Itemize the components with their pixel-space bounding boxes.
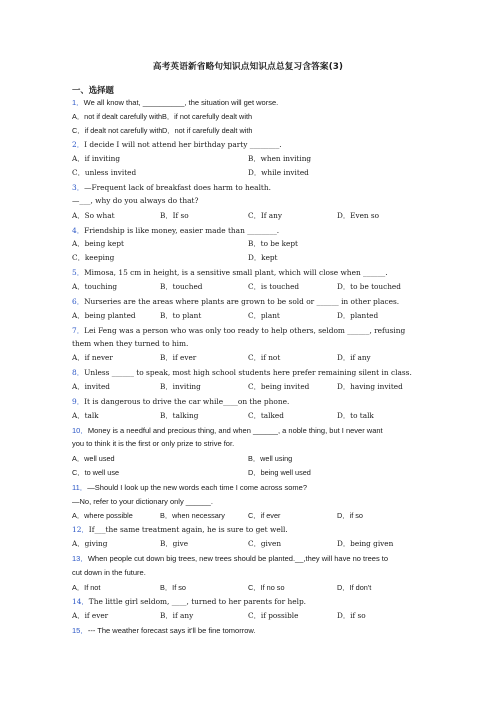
option-b[interactable]: B．when inviting xyxy=(248,154,312,163)
option-c[interactable]: C．is touched xyxy=(248,282,300,291)
question-number: 9． xyxy=(72,397,85,406)
question-number: 15． xyxy=(72,626,88,635)
question-11 xyxy=(72,483,307,492)
option-b[interactable]: B．to plant xyxy=(160,311,202,320)
page-title: 高考英语新省略句知识点知识点总复习含答案(3) xyxy=(152,62,344,72)
question-number: 1． xyxy=(72,98,84,107)
question-number: 14． xyxy=(72,597,89,606)
option-c[interactable]: C．If no so xyxy=(248,583,285,592)
option-b[interactable]: B．if ever xyxy=(160,353,197,362)
question-number: 13． xyxy=(72,554,88,563)
question-text: If___the same treatment again, he is sure to get well. xyxy=(88,525,288,534)
question-2 xyxy=(72,140,282,149)
question-number: 7． xyxy=(72,326,85,335)
option-d[interactable]: D．If don't xyxy=(337,583,372,592)
option-b[interactable]: B．well using xyxy=(248,454,293,463)
question-text: Nurseries are the areas where plants are grown to be sold or ______ in other places. xyxy=(84,297,400,306)
option-d[interactable]: D．not if carefully dealt with xyxy=(162,126,253,135)
option-d[interactable]: D．being well used xyxy=(248,468,311,477)
question-13 xyxy=(72,554,388,563)
question-text: —Should I look up the new words each time I come across some? xyxy=(87,483,307,492)
question-text: The little girl seldom, ____, turned to her parents for help. xyxy=(88,597,307,606)
option-d[interactable]: D．to be touched xyxy=(337,282,401,291)
question-15 xyxy=(72,626,255,635)
option-a[interactable]: A．being kept xyxy=(72,239,124,248)
option-b[interactable]: B．touched xyxy=(160,282,203,291)
section-heading: 一、选择题 xyxy=(72,85,114,95)
option-d[interactable]: D．to talk xyxy=(337,411,374,420)
option-c[interactable]: C．If any xyxy=(248,211,282,220)
option-a[interactable]: A．if never xyxy=(72,353,113,362)
option-d[interactable]: D．being given xyxy=(337,539,394,548)
option-a[interactable]: A．if inviting xyxy=(72,154,121,163)
question-10 xyxy=(72,426,383,435)
question-5 xyxy=(72,268,388,277)
question-14 xyxy=(72,597,306,606)
question-text: Friendship is like money, easier made than ________. xyxy=(84,226,280,235)
option-b[interactable]: B．if not carefully dealt with xyxy=(162,112,253,121)
option-a[interactable]: A．well used xyxy=(72,454,115,463)
option-d[interactable]: D．Even so xyxy=(337,211,380,220)
question-4 xyxy=(72,226,279,235)
question-text: Lei Feng was a person who was only too ready to help others, seldom ______, refusing xyxy=(84,326,406,335)
option-b[interactable]: B．give xyxy=(160,539,189,548)
option-b[interactable]: B．talking xyxy=(160,411,199,420)
option-c[interactable]: C．plant xyxy=(248,311,280,320)
option-a[interactable]: A．where possible xyxy=(72,511,133,520)
question-3 xyxy=(72,183,271,192)
question-text-line: —No, refer to your dictionary only ______. xyxy=(72,497,213,506)
question-12 xyxy=(72,525,288,534)
option-c[interactable]: C．if dealt not carefully with xyxy=(72,126,163,135)
option-c[interactable]: C．if possible xyxy=(248,611,299,620)
option-c[interactable]: C．talked xyxy=(248,411,284,420)
question-7 xyxy=(72,326,405,335)
option-d[interactable]: D．planted xyxy=(337,311,379,320)
option-a[interactable]: A．invited xyxy=(72,382,110,391)
question-1 xyxy=(72,98,278,107)
option-a[interactable]: A．giving xyxy=(72,539,108,548)
option-a[interactable]: A．talk xyxy=(72,411,99,420)
option-d[interactable]: D．having invited xyxy=(337,382,403,391)
option-d[interactable]: D．kept xyxy=(248,253,278,262)
option-d[interactable]: D．if so xyxy=(337,611,366,620)
question-text-line: cut down in the future. xyxy=(72,568,146,577)
question-9 xyxy=(72,397,289,406)
option-c[interactable]: C．to well use xyxy=(72,468,120,477)
option-d[interactable]: D．if so xyxy=(337,511,363,520)
option-b[interactable]: B．inviting xyxy=(160,382,201,391)
question-text: Unless ______ to speak, most high school students here prefer remaining silent in class. xyxy=(84,368,412,377)
question-number: 11． xyxy=(72,483,88,492)
option-a[interactable]: A．being planted xyxy=(72,311,136,320)
question-text-line: them when they turned to him. xyxy=(72,339,189,348)
question-6 xyxy=(72,297,399,306)
question-8 xyxy=(72,368,412,377)
question-number: 6． xyxy=(72,297,85,306)
option-a[interactable]: A．not if dealt carefully with xyxy=(72,112,163,121)
option-b[interactable]: B．if any xyxy=(160,611,194,620)
option-c[interactable]: C．keeping xyxy=(72,253,115,262)
question-number: 12． xyxy=(72,525,89,534)
option-c[interactable]: C．being invited xyxy=(248,382,310,391)
option-c[interactable]: C．if not xyxy=(248,353,281,362)
option-c[interactable]: C．unless invited xyxy=(72,168,137,177)
option-b[interactable]: B．If so xyxy=(160,583,186,592)
question-text: I decide I will not attend her birthday party ________. xyxy=(84,140,282,149)
option-a[interactable]: A．So what xyxy=(72,211,115,220)
option-b[interactable]: B．when necessary xyxy=(160,511,225,520)
option-a[interactable]: A．touching xyxy=(72,282,118,291)
question-number: 2． xyxy=(72,140,85,149)
option-d[interactable]: D．while invited xyxy=(248,168,309,177)
question-text: Mimosa, 15 cm in height, is a sensitive small plant, which will close when ______. xyxy=(84,268,388,277)
question-text: --- The weather forecast says it'll be fine tomorrow. xyxy=(87,626,256,635)
question-text: We all know that, __________, the situation will get worse. xyxy=(83,98,279,107)
question-number: 5． xyxy=(72,268,85,277)
question-text-line: you to think it is the first or only prize to strive for. xyxy=(72,439,235,448)
question-number: 3． xyxy=(72,183,85,192)
question-text: —Frequent lack of breakfast does harm to health. xyxy=(84,183,272,192)
question-text: When people cut down big trees, new trees should be planted.__,they will have no trees to xyxy=(87,554,389,563)
question-text: It is dangerous to drive the car while____on the phone. xyxy=(84,397,290,406)
option-a[interactable]: A．if ever xyxy=(72,611,109,620)
question-number: 4． xyxy=(72,226,85,235)
question-text: Money is a needful and precious thing, and when ______, a noble thing, but I never want xyxy=(87,426,383,435)
question-number: 10． xyxy=(72,426,88,435)
option-b[interactable]: B．to be kept xyxy=(248,239,298,248)
option-c[interactable]: C．given xyxy=(248,539,282,548)
option-d[interactable]: D．if any xyxy=(337,353,371,362)
question-number: 8． xyxy=(72,368,85,377)
question-text-line: —___, why do you always do that? xyxy=(72,196,199,205)
option-b[interactable]: B．If so xyxy=(160,211,189,220)
option-a[interactable]: A．If not xyxy=(72,583,101,592)
option-c[interactable]: C．if ever xyxy=(248,511,281,520)
